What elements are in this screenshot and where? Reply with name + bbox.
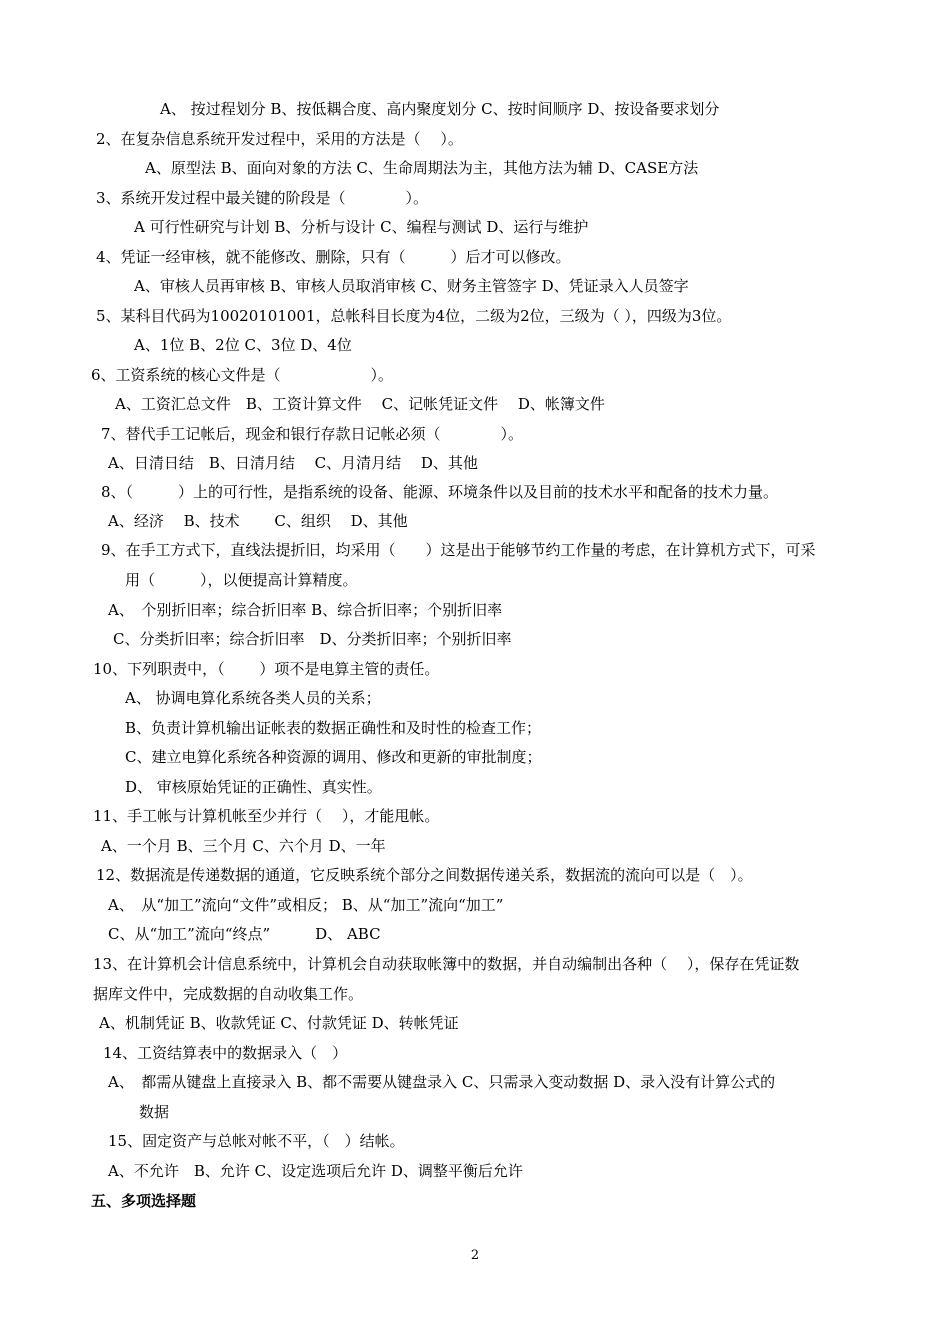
question-line: 13、在计算机会计信息系统中，计算机会自动获取帐簿中的数据，并自动编制出各种（ ），保存在凭证数	[93, 955, 800, 973]
option-line: C、建立电算化系统各种资源的调用、修改和更新的审批制度；	[125, 748, 542, 766]
option-line: A、日清日结 B、日清月结 C、月清月结 D、其他	[108, 454, 478, 472]
question-line: 11、手工帐与计算机帐至少并行（ ），才能甩帐。	[93, 807, 440, 825]
option-line: A、审核人员再审核 B、审核人员取消审核 C、财务主管签字 D、凭证录入人员签字	[134, 277, 689, 295]
section-heading: 五、多项选择题	[91, 1192, 197, 1210]
question-line: 6、工资系统的核心文件是（ ）。	[91, 366, 394, 384]
option-line: A、 从“加工”流向“文件”或相反； B、从“加工”流向“加工”	[108, 896, 504, 914]
option-line: A、 按过程划分 B、按低耦合度、高内聚度划分 C、按时间顺序 D、按设备要求划分	[160, 100, 720, 118]
question-line: 3、系统开发过程中最关键的阶段是（ ）。	[96, 189, 429, 207]
option-line: A、经济 B、技术 C、组织 D、其他	[108, 512, 408, 530]
option-line: A、机制凭证 B、收款凭证 C、付款凭证 D、转帐凭证	[99, 1014, 459, 1032]
question-line: 15、固定资产与总帐对帐不平，（ ）结帐。	[108, 1132, 405, 1150]
question-line: 9、在手工方式下，直线法提折旧，均采用（ ）这是出于能够节约工作量的考虑，在计算机方式下，可采	[101, 541, 816, 559]
question-line: 5、某科目代码为10020101001，总帐科目长度为4位，二级为2位，三级为（ ），四级为3位。	[96, 307, 732, 325]
question-line: 14、工资结算表中的数据录入（ ）	[103, 1044, 348, 1062]
question-line: 10、下列职责中，（ ）项不是电算主管的责任。	[93, 660, 440, 678]
option-line: B、负责计算机输出证帐表的数据正确性和及时性的检查工作；	[125, 719, 542, 737]
option-line: A 可行性研究与计划 B、分析与设计 C、编程与测试 D、运行与维护	[134, 218, 589, 236]
option-line: A、1位 B、2位 C、3位 D、4位	[134, 336, 352, 354]
question-line: 12、数据流是传递数据的通道，它反映系统个部分之间数据传递关系，数据流的流向可以是（ ）。	[96, 866, 753, 884]
question-line: 2、在复杂信息系统开发过程中，采用的方法是（ ）。	[96, 130, 463, 148]
option-line: C、从“加工”流向“终点” D、 ABC	[108, 925, 381, 943]
option-line: A、 个别折旧率；综合折旧率 B、综合折旧率；个别折旧率	[108, 601, 503, 619]
option-line: D、 审核原始凭证的正确性、真实性。	[125, 778, 382, 796]
option-line: A、原型法 B、面向对象的方法 C、生命周期法为主，其他方法为辅 D、CASE方法	[145, 159, 699, 177]
question-line-continued: 用（ ），以便提高计算精度。	[125, 571, 358, 589]
question-line: 7、替代手工记帐后，现金和银行存款日记帐必须（ ）。	[101, 425, 524, 443]
question-line: 8、（ ）上的可行性，是指系统的设备、能源、环境条件以及目前的技术水平和配备的技术力量。	[101, 483, 779, 501]
option-line: A、 都需从键盘上直接录入 B、都不需要从键盘录入 C、只需录入变动数据 D、录入没有计算公式的	[108, 1073, 776, 1091]
option-line: A、工资汇总文件 B、工资计算文件 C、记帐凭证文件 D、帐簿文件	[115, 395, 605, 413]
question-line-continued: 据库文件中，完成数据的自动收集工作。	[93, 985, 364, 1003]
option-line-continued: 数据	[139, 1103, 170, 1121]
option-line: A、一个月 B、三个月 C、六个月 D、一年	[101, 837, 386, 855]
page-number: 2	[470, 1248, 480, 1263]
option-line: A、 协调电算化系统各类人员的关系；	[125, 689, 381, 707]
option-line: C、分类折旧率；综合折旧率 D、分类折旧率；个别折旧率	[113, 630, 512, 648]
option-line: A、不允许 B、允许 C、设定选项后允许 D、调整平衡后允许	[108, 1162, 523, 1180]
question-line: 4、凭证一经审核，就不能修改、删除，只有（ ）后才可以修改。	[96, 248, 571, 266]
